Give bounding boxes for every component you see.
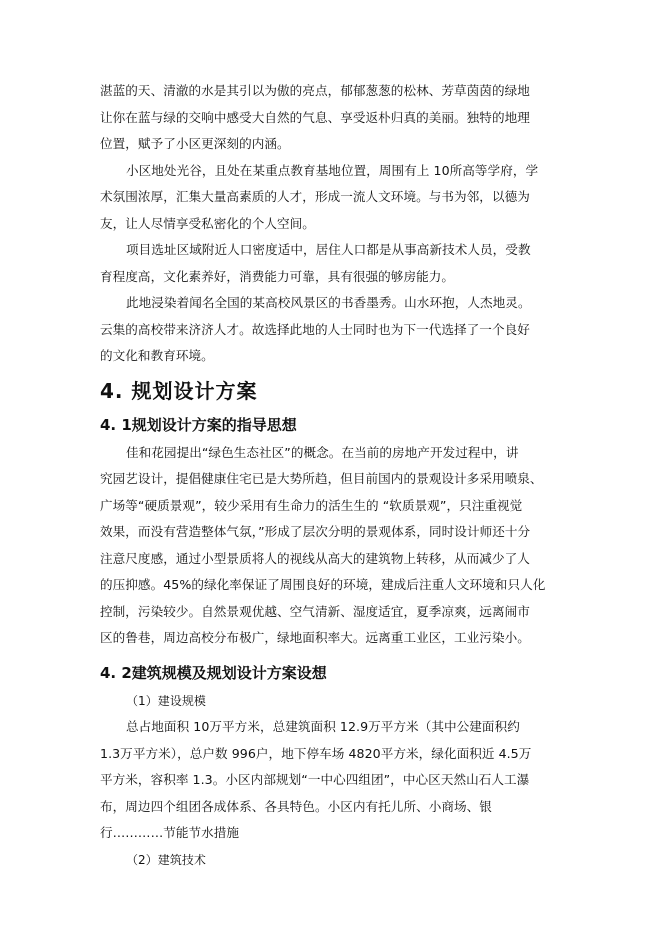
text-line: 平方米，容积率 1.3。小区内部规划“一中心四组团”，中心区天然山石人工瀑 (100, 772, 530, 787)
text-line: 总占地面积 10万平方米，总建筑面积 12.9万平方米（其中公建面积约 (126, 719, 520, 734)
subsection-heading-4-2: 4. 2建筑规模及规划设计方案设想 (100, 663, 327, 682)
text-line: 让你在蓝与绿的交响中感受大自然的气息、享受返朴归真的美丽。独特的地理 (100, 109, 530, 125)
subsection-heading-4-1: 4. 1规划设计方案的指导思想 (100, 415, 297, 434)
sub-heading-construction-scale: （1）建设规模 (126, 693, 206, 708)
text-line: 效果，而没有营造整体气氛，”形成了层次分明的景观体系，同时设计师还十分 (100, 524, 531, 539)
text-line: 友，让人尽情享受私密化的个人空间。 (100, 215, 315, 231)
text-line: 位置，赋予了小区更深刻的内涵。 (100, 136, 290, 151)
text-line: 小区地处光谷，且处在某重点教育基地位置，周围有上 10所高等学府，学 (126, 162, 539, 178)
text-line: 此地浸染着闻名全国的某高校风景区的书香墨秀。山水环抱，人杰地灵。 (126, 295, 531, 310)
text-line: 的文化和教育环境。 (100, 348, 214, 363)
paragraph-population (100, 237, 562, 290)
text-line: 广场等“硬质景观”，较少采用有生命力的活生生的 “软质景观”，只注重视觉 (100, 497, 523, 513)
text-line: 的压抑感。45%的绿化率保证了周围良好的环境，建成后注重人文环境和只人化 (100, 577, 546, 592)
paragraph-design-philosophy (100, 440, 562, 652)
text-line: 项目选址区域附近人口密度适中，居住人口都是从事高新技术人员，受教 (126, 242, 531, 257)
text-line: 湛蓝的天、清澈的水是其引以为傲的亮点，郁郁葱葱的松林、芳草茵茵的绿地 (100, 83, 530, 98)
text-line: 术氛围浓厚，汇集大量高素质的人才，形成一流人文环境。与书为邻，以德为 (100, 189, 530, 204)
paragraph-construction-scale (100, 714, 562, 847)
text-line: 佳和花园提出“绿色生态社区”的概念。在当前的房地产开发过程中，讲 (126, 444, 519, 460)
paragraph-culture (100, 290, 562, 370)
text-line: 行…………节能节水措施 (100, 825, 240, 840)
paragraph-location (100, 158, 562, 238)
paragraph-environment (100, 78, 562, 158)
text-line: 区的鲁巷，周边高校分布极广，绿地面积率大。远离重工业区，工业污染小。 (100, 630, 530, 645)
text-line: 注意尺度感，通过小型景质将人的视线从高大的建筑物上转移，从而减少了人 (100, 550, 530, 566)
text-line: 1.3万平方米），总户数 996户，地下停车场 4820平方米，绿化面积近 4.5万 (100, 745, 532, 761)
text-line: 布，周边四个组团各成体系、各具特色。小区内有托儿所、小商场、银 (100, 798, 492, 814)
text-line: 云集的高校带来济济人才。故选择此地的人士同时也为下一代选择了一个良好 (100, 321, 530, 337)
text-line: 究园艺设计，提倡健康住宅已是大势所趋，但目前国内的景观设计多采用喷泉、 (100, 471, 543, 486)
text-line: 控制，污染较少。自然景观优越、空气清新、湿度适宜，夏季凉爽，远离闹市 (100, 603, 530, 619)
section-heading-4: 4. 规划设计方案 (100, 378, 258, 403)
text-line: 育程度高，文化素养好，消费能力可靠，具有很强的够房能力。 (100, 268, 455, 284)
sub-heading-building-technology: （2）建筑技术 (126, 852, 206, 867)
document-body (100, 78, 562, 873)
